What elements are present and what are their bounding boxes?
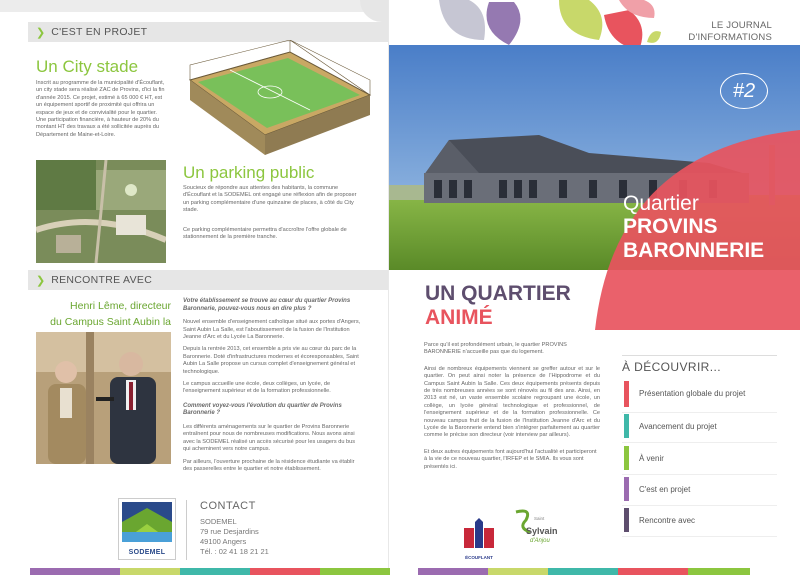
decouvrir-divider	[622, 442, 777, 443]
decouvrir-item-color-bar	[624, 414, 629, 438]
decouvrir-item-label: C'est en projet	[639, 484, 691, 494]
decouvrir-item-color-bar	[624, 508, 629, 532]
interview-question-1: Votre établissement se trouve au cœur du quartier Provins Baronnerie, pouvez-vous nous en dire plus ?	[183, 298, 351, 312]
interview-answer-2b: Par ailleurs, l'ouverture prochaine de la résidence étudiante va établir des passerelles entre le quartier et notre établissement.	[183, 458, 355, 473]
decouvrir-item-color-bar	[624, 381, 629, 407]
sylvain-logo	[512, 508, 556, 562]
interview-photo	[36, 332, 171, 464]
decouvrir-divider	[622, 474, 777, 475]
issue-number: #2	[720, 73, 768, 109]
chevron-right-icon: ❯	[36, 26, 46, 39]
section-banner-label: RENCONTRE AVEC	[51, 274, 153, 286]
city-stade-illustration	[170, 40, 385, 160]
leaf-decoration-green-top	[360, 0, 389, 22]
decouvrir-item-color-bar	[624, 477, 629, 501]
city-stade-text: Inscrit au programme de la municipalité d'Écouflant, un city stade sera réalisé ZAC de Provins, d'ici la fin d'année 2015. Ce projet, estimé à 65 000 € HT, est un équipement sportif de proximité qui offrira un espace de jeux et de convivialité pour le quartier. Une participation financière, à hauteur de 20% du montant HT des travaux a été sollicitée auprès du Département de Maine-et-Loire.	[36, 80, 165, 138]
sylvain-logo-text: Sylvain	[526, 526, 558, 536]
article-body-1: Ainsi de nombreux équipements viennent se greffer autour et sur le quartier. On peut ainsi noter la présence de l'Hippodrome et du Campus Saint Aubin la Salle. Ces deux équipements présents depuis de très nombreuses années se sont rénovés au fil des ans. Ainsi, en 2013 est né, un vaste ensemble scolaire regroupant une école, un collège, un lycée général technologique et professionnel, de l'enseignement supérieur et de la formation professionnelle. Ce nouveau campus fruit de la fusion de l'Institution Jeanne d'Arc et du Lycée de la Baronnerie entend bien s'intégrer parfaitement au quartier comme le précise son directeur (voir interview par ailleurs).	[424, 365, 600, 439]
decouvrir-item-label: À venir	[639, 453, 664, 463]
parking-text-2: Ce parking complémentaire permettra d'accroître l'offre globale de stationnement de la première tranche.	[183, 227, 347, 241]
contact-details	[200, 517, 269, 557]
main-title-line3: BARONNERIE	[623, 239, 765, 262]
top-gray-band	[0, 0, 389, 12]
decouvrir-divider	[622, 505, 777, 506]
interview-text	[183, 298, 361, 473]
sodemel-logo-mark	[122, 502, 172, 542]
ecouflant-logo-text: ÉCOUFLANT	[465, 555, 493, 560]
decouvrir-item-presentation[interactable]	[624, 381, 772, 407]
sylvain-logo-top: Saint	[534, 516, 545, 521]
decouvrir-item-projet[interactable]	[624, 477, 772, 501]
ecouflant-logo-mark	[462, 518, 496, 550]
decouvrir-item-color-bar	[624, 446, 629, 470]
article-intro: Parce qu'il est profondément urbain, le quartier PROVINS BARONNERIE n'accueille pas que du logement.	[424, 342, 567, 356]
interviewee-name-line2: du Campus Saint Aubin la	[50, 316, 171, 328]
interview-answer-1a: Nouvel ensemble d'enseignement catholique situé aux portes d'Angers, Saint Aubin La Salle, est l'aboutissement de la fusion de l'Institution Jeanne d'Arc et du Lycée La Baronnerie.	[183, 319, 361, 340]
headline-line2: ANIMÉ	[425, 306, 493, 329]
article-text	[424, 342, 600, 471]
main-title-line2: PROVINS	[623, 215, 718, 238]
contact-title: CONTACT	[200, 500, 256, 512]
contact-divider	[186, 500, 187, 560]
article-body-2: Et deux autres équipements font aujourd'hui l'actualité et participeront à la vie de ce nouveau quartier, l'IRFEP et le SMIA. Ils vous sont présentés ici.	[424, 448, 597, 470]
sodemel-logo-text: SODEMEL	[128, 549, 166, 556]
parking-text-1: Soucieux de répondre aux attentes des habitants, la commune d'Écouflant et la SODEMEL ont engagé une réflexion afin de proposer un parking complémentaire d'une quinzaine de places, à côté du City stade.	[183, 185, 357, 214]
section-banner-label: C'EST EN PROJET	[51, 26, 148, 38]
journal-line2: D'INFORMATIONS	[688, 32, 772, 43]
sylvain-logo-sub: d'Anjou	[530, 538, 550, 544]
sodemel-logo	[118, 498, 176, 560]
main-title	[623, 192, 764, 263]
decouvrir-item-a-venir[interactable]	[624, 446, 772, 470]
interviewee-name-line1: Henri Lême, directeur	[70, 300, 171, 312]
decouvrir-item-rencontre[interactable]	[624, 508, 772, 532]
journal-line1: LE JOURNAL	[711, 20, 772, 31]
decouvrir-item-label: Avancement du projet	[639, 421, 717, 431]
contact-org: SODEMEL	[200, 517, 237, 526]
headline-line1: UN QUARTIER	[425, 282, 571, 305]
headline	[425, 282, 571, 330]
ecouflant-logo	[462, 518, 496, 560]
decouvrir-item-label: Rencontre avec	[639, 515, 696, 525]
interview-answer-1c: Le campus accueille une école, deux collèges, un lycée, de l'enseignement supérieur et de la formation professionnelle.	[183, 381, 331, 395]
footer-color-stripe	[0, 568, 800, 575]
contact-city: 49100 Angers	[200, 537, 247, 546]
interview-answer-2a: Les différents aménagements sur le quartier de Provins Baronnerie entraînent pour nous de nombreuses modifications. Nous avons ainsi avec la SODEMEL réalisé un accès sécurisé pour les usagers du bus qui acheminent vers notre campus.	[183, 424, 356, 453]
decouvrir-divider	[622, 412, 777, 413]
decouvrir-title: À DÉCOUVRIR...	[622, 360, 721, 374]
section-banner-rencontre	[28, 270, 388, 290]
contact-street: 79 rue Desjardins	[200, 527, 259, 536]
chevron-right-icon: ❯	[36, 274, 46, 287]
city-stade-title: Un City stade	[36, 57, 139, 76]
decouvrir-separator	[622, 355, 777, 356]
parking-aerial-map	[36, 160, 166, 263]
main-title-line1: Quartier	[623, 192, 699, 215]
section-banner-projet	[28, 22, 388, 42]
contact-phone: Tél. : 02 41 18 21 21	[200, 547, 269, 556]
interview-question-2: Comment voyez-vous l'évolution du quartier de Provins Baronnerie ?	[183, 402, 342, 417]
parking-title: Un parking public	[183, 163, 315, 182]
decouvrir-item-avancement[interactable]	[624, 414, 772, 438]
decouvrir-item-label: Présentation globale du projet	[639, 389, 746, 398]
decouvrir-divider	[622, 536, 777, 537]
interview-answer-1b: Depuis la rentrée 2013, cet ensemble a pris vie au cœur du parc de la Baronnerie. Doté d'infrastructures modernes et écoresponsables, Saint Aubin La Salle propose un cursus complet d'enseignement général et technologique.	[183, 346, 359, 375]
